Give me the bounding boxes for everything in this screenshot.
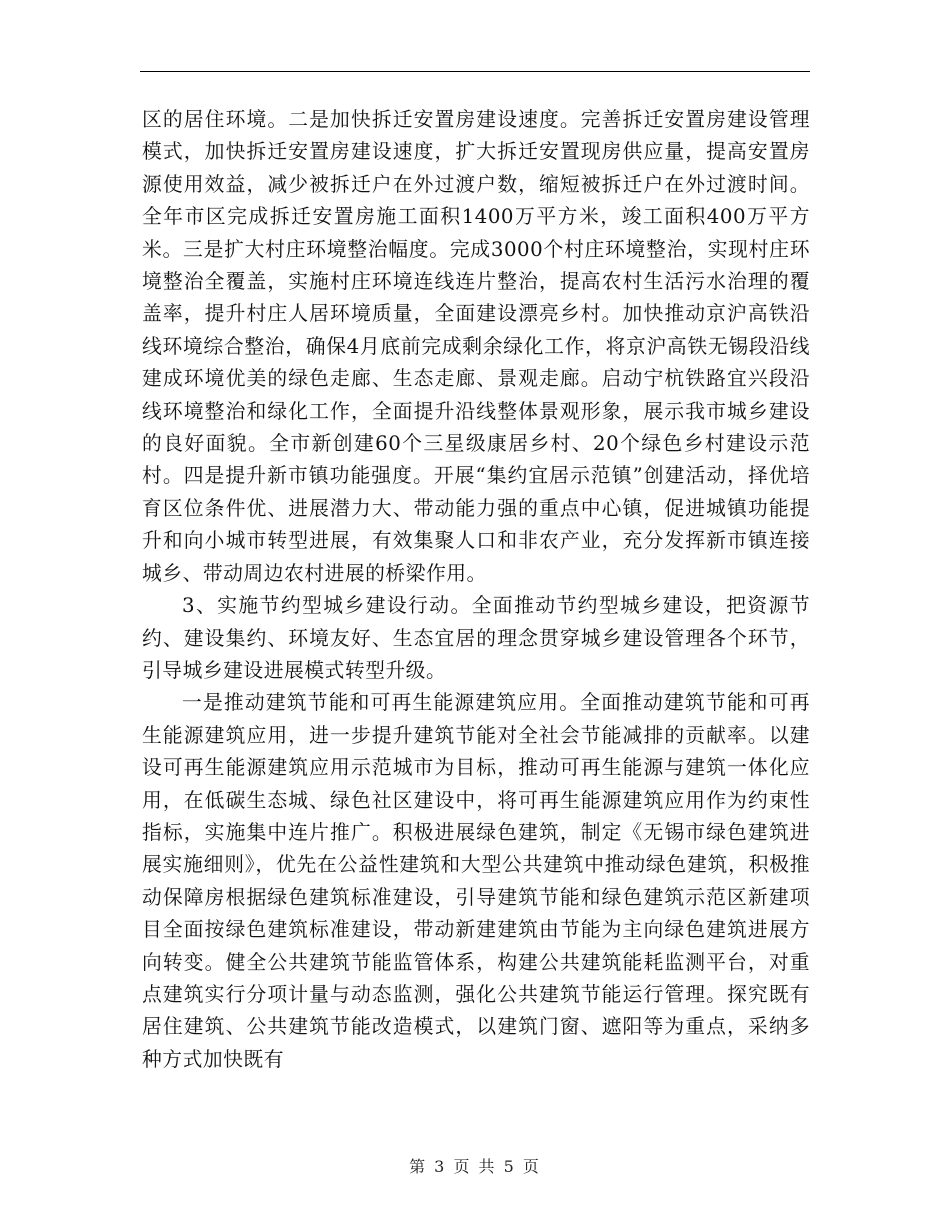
paragraph: 一是推动建筑节能和可再生能源建筑应用。全面推动建筑节能和可再生能源建筑应用，进一步提升建筑节能对全社会节能减排的贡献率。以建设可再生能源建筑应用示范城市为目标，推动可再生能源与建筑一体化应用，在低碳生态城、绿色社区建设中，将可再生能源建筑应用作为约束性指标，实施集中连片推广。积极进展绿色建筑，制定《无锡市绿色建筑进展实施细则》，优先在公益性建筑和大型公共建筑中推动绿色建筑，积极推动保障房根据绿色建筑标准建设，引导建筑节能和绿色建筑示范区新建项目全面按绿色建筑标准建设，带动新建建筑由节能为主向绿色建筑进展方向转变。健全公共建筑节能监管体系，构建公共建筑能耗监测平台，对重点建筑实行分项计量与动态监测，强化公共建筑节能运行管理。探究既有居住建筑、公共建筑节能改造模式，以建筑门窗、遮阳等为重点，采纳多种方式加快既有 (142, 691, 810, 1071)
page-number-footer: 第 3 页 共 5 页 (409, 1157, 541, 1176)
paragraph: 区的居住环境。二是加快拆迁安置房建设速度。完善拆迁安置房建设管理模式，加快拆迁安置房建设速度，扩大拆迁安置现房供应量，提高安置房源使用效益，减少被拆迁户在外过渡户数，缩短被拆迁户在外过渡时间。全年市区完成拆迁安置房施工面积1400万平方米，竣工面积400万平方米。三是扩大村庄环境整治幅度。完成3000个村庄环境整治，实现村庄环境整治全覆盖，实施村庄环境连线连片整治，提高农村生活污水治理的覆盖率，提升村庄人居环境质量，全面建设漂亮乡村。加快推动京沪高铁沿线环境综合整治，确保4月底前完成剩余绿化工作，将京沪高铁无锡段沿线建成环境优美的绿色走廊、生态走廊、景观走廊。启动宁杭铁路宜兴段沿线环境整治和绿化工作，全面提升沿线整体景观形象，展示我市城乡建设的良好面貌。全市新创建60个三星级康居乡村、20个绿色乡村建设示范村。四是提升新市镇功能强度。开展“集约宜居示范镇”创建活动，择优培育区位条件优、进展潜力大、带动能力强的重点中心镇，促进城镇功能提升和向小城市转型进展，有效集聚人口和非农产业，充分发挥新市镇连接城乡、带动周边农村进展的桥梁作用。 (142, 108, 810, 585)
header-rule (140, 71, 810, 72)
document-body (142, 104, 810, 1076)
paragraph: 3、实施节约型城乡建设行动。全面推动节约型城乡建设，把资源节约、建设集约、环境友好、生态宜居的理念贯穿城乡建设管理各个环节，引导城乡建设进展模式转型升级。 (142, 594, 810, 682)
